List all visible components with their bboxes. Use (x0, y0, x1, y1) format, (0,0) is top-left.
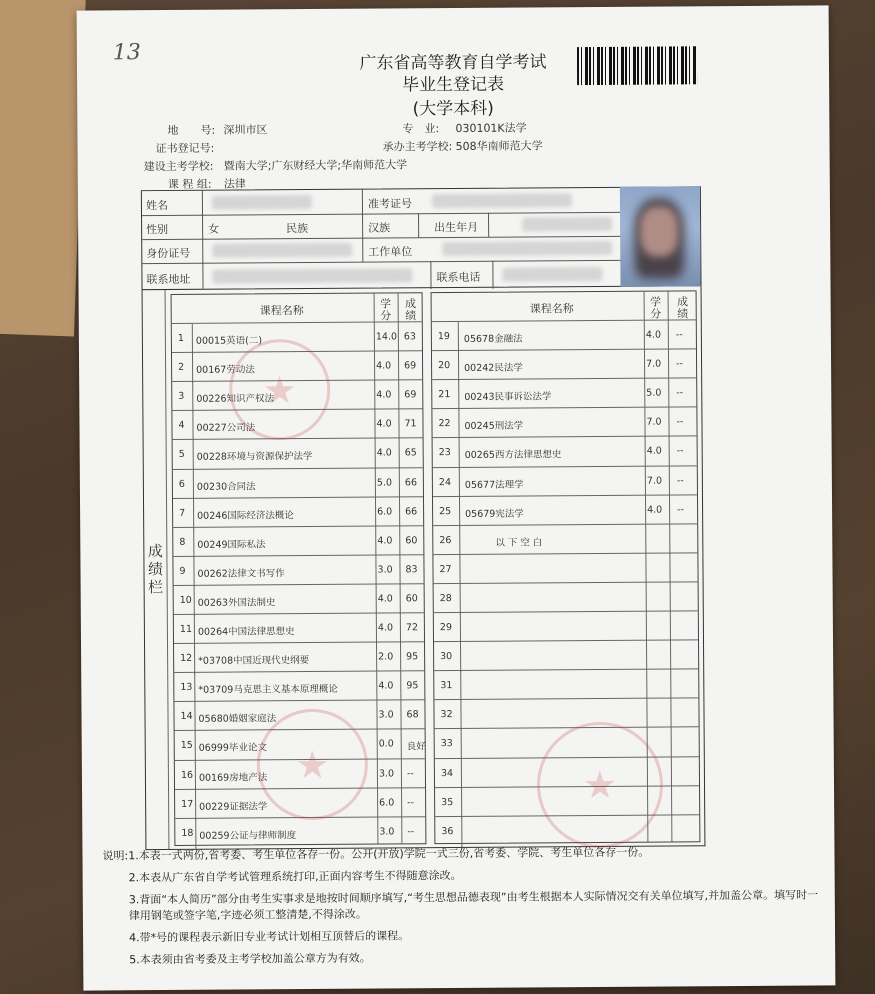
right-course-header: 课程名称 (529, 302, 574, 316)
row-grade: 83 (405, 564, 418, 576)
row-number: 14 (180, 711, 193, 723)
row-number: 10 (179, 594, 192, 606)
row-number: 21 (438, 389, 451, 401)
left-credit-header-a: 学 (380, 297, 392, 311)
table-row (175, 816, 425, 849)
personal-info-grid (141, 186, 702, 290)
row-credit: 4.0 (377, 622, 394, 634)
row-course: 00242民法学 (464, 362, 523, 375)
row-grade: 69 (404, 389, 417, 401)
row-number: 30 (440, 651, 453, 663)
row-course: 00262法律文书写作 (197, 567, 285, 580)
table-row (174, 641, 424, 674)
row-number: 27 (439, 563, 452, 575)
ethnicity-label: 民族 (286, 222, 309, 236)
left-grade-header-a: 成 (405, 297, 417, 311)
form-title: 广东省高等教育自学考试 (359, 52, 547, 74)
row-course: *03709马克思主义基本原理概论 (198, 684, 338, 696)
id-photo (620, 186, 701, 287)
row-credit: 7.0 (646, 416, 662, 428)
cert-label: 证书登记号: (155, 141, 215, 156)
table-row (433, 494, 697, 527)
row-grade: 69 (404, 360, 417, 372)
row-course: 05677法理学 (464, 479, 524, 491)
row-course: 00265西方法律思想史 (464, 449, 562, 462)
row-credit: 4.0 (376, 389, 392, 401)
table-row (432, 378, 696, 411)
row-credit: 6.0 (379, 797, 395, 809)
row-credit: 7.0 (646, 358, 662, 370)
row-credit: 4.0 (645, 329, 662, 341)
row-credit: 3.0 (379, 826, 395, 838)
row-course: 00227公司法 (196, 422, 256, 435)
row-grade: -- (676, 445, 684, 457)
table-row (434, 581, 698, 614)
row-number: 4 (178, 420, 185, 432)
row-grade: -- (676, 474, 684, 486)
birth-label: 出生年月 (434, 220, 479, 235)
row-number: 12 (180, 652, 193, 665)
row-number: 7 (179, 507, 186, 519)
table-row (433, 552, 697, 585)
row-course: 05680婚姻家庭法 (198, 713, 277, 726)
row-grade: 95 (406, 651, 419, 663)
row-grade: -- (676, 416, 684, 428)
row-credit: 4.0 (646, 445, 662, 458)
table-row (173, 525, 423, 558)
row-credit: 7.0 (646, 475, 663, 487)
note-2: 2.本表从广东省自学考试管理系统打印,正面内容考生不得随意涂改。 (128, 868, 462, 885)
row-grade: -- (676, 358, 683, 370)
name-label: 姓名 (145, 199, 168, 213)
table-row (173, 467, 423, 500)
table-row (433, 465, 697, 498)
address-label: 联系地址 (146, 272, 191, 287)
row-course: 00246国际经济法概论 (197, 509, 294, 522)
row-credit: 4.0 (376, 360, 392, 372)
form-level: (大学本科) (412, 98, 494, 120)
right-credit-header-b: 分 (650, 307, 662, 321)
row-course: 00264中国法律思想史 (197, 626, 295, 638)
id-redacted (212, 243, 352, 258)
row-number: 36 (441, 825, 454, 837)
left-credit-header-b: 分 (380, 309, 392, 323)
row-grade: -- (406, 767, 414, 779)
row-number: 15 (180, 740, 193, 752)
row-number: 34 (440, 767, 454, 779)
row-number: 1 (177, 332, 184, 344)
row-grade: 63 (403, 331, 417, 343)
table-row (174, 583, 424, 616)
row-number: 17 (181, 798, 194, 810)
row-number: 20 (438, 360, 451, 372)
row-grade: 95 (406, 680, 419, 692)
row-number: 31 (440, 680, 453, 692)
address-redacted (212, 268, 412, 283)
row-grade: 66 (404, 476, 418, 488)
row-credit: 4.0 (377, 535, 393, 547)
row-number: 23 (438, 447, 451, 459)
row-grade: 60 (405, 593, 418, 605)
row-number: 18 (181, 827, 194, 839)
row-course: 00228环境与资源保护法学 (196, 451, 313, 464)
region-label: 地 号: (167, 123, 216, 138)
row-grade: 72 (405, 622, 419, 634)
row-grade: -- (677, 504, 684, 516)
registration-form (77, 5, 836, 990)
seal-stamp-right: ★ (537, 722, 664, 849)
envelope (0, 0, 86, 336)
row-number: 22 (438, 418, 451, 430)
row-number: 9 (179, 565, 186, 577)
left-course-header: 课程名称 (259, 304, 304, 318)
table-row (433, 523, 697, 556)
table-row (434, 669, 698, 702)
table-row (174, 612, 424, 645)
group-label: 课 程 组: (167, 177, 212, 192)
region-value: 深圳市区 (223, 123, 268, 137)
row-course: 00230合同法 (196, 480, 256, 493)
row-number: 29 (439, 622, 453, 634)
note-1: 说明:1.本表一式两份,省考委、考生单位各存一份。公开(开放)学院一式三份,省考委、学院、考生单位各存一份。 (102, 845, 650, 863)
row-credit: 5.0 (646, 387, 662, 399)
row-number: 2 (178, 361, 185, 374)
right-credit-header-a: 学 (650, 295, 662, 309)
build-label: 建设主考学校: (143, 159, 214, 174)
row-grade: 良好 (406, 741, 426, 753)
row-credit: 4.0 (376, 447, 392, 459)
id-label: 身份证号 (146, 246, 191, 261)
note-3: 3.背面“本人简历”部分由考生实事求是地按时间顺序填写,“考生思想品德表现”由考生根据本人实际情况交有关单位填写,并加盖公章。填写时一律用钢笔或签字笔,字迹必须工整清楚,不得涂改。 (128, 888, 819, 923)
row-course: 00167劳动法 (196, 364, 255, 376)
row-course: 05678金融法 (463, 333, 523, 345)
handwritten-mark: 13 (112, 40, 141, 66)
row-credit: 14.0 (375, 331, 398, 343)
right-grade-header-b: 绩 (677, 307, 689, 321)
row-number: 19 (437, 331, 451, 343)
school-value: 508华南师范大学 (455, 139, 543, 153)
gender-label: 性别 (146, 223, 169, 237)
row-grade: -- (675, 329, 683, 341)
school-label: 承办主考学校: (382, 140, 453, 154)
row-credit: 3.0 (378, 767, 395, 780)
row-course: 00229证据法学 (199, 800, 268, 813)
row-credit: 4.0 (377, 593, 393, 605)
row-number: 6 (178, 478, 185, 490)
row-number: 13 (180, 682, 193, 694)
row-number: 32 (440, 709, 453, 721)
row-credit: 2.0 (378, 651, 394, 663)
row-credit: 4.0 (376, 418, 392, 430)
row-course: 00015英语(二) (195, 335, 263, 347)
row-course: 05679宪法学 (465, 508, 524, 520)
build-value: 暨南大学;广东财经大学;华南师范大学 (223, 158, 408, 173)
work-redacted (442, 241, 612, 256)
row-number: 8 (179, 536, 186, 548)
row-grade: 68 (406, 709, 419, 721)
seal-stamp-top: ★ (229, 339, 331, 441)
row-number: 25 (439, 505, 452, 517)
row-course: 00263外国法制史 (197, 597, 276, 609)
right-grade-header-a: 成 (677, 295, 689, 309)
row-number: 11 (179, 623, 193, 635)
row-grade: -- (676, 387, 684, 399)
ethnicity-value: 汉族 (368, 221, 391, 235)
row-credit: 4.0 (378, 680, 394, 692)
phone-label: 联系电话 (436, 270, 481, 285)
gender-value: 女 (208, 222, 220, 236)
row-credit: 3.0 (378, 709, 394, 721)
notes (102, 843, 823, 974)
left-grade-header-b: 绩 (405, 309, 417, 323)
table-row (432, 348, 696, 381)
row-number: 5 (178, 449, 185, 461)
row-number: 16 (180, 769, 194, 781)
row-course: 06999毕业论文 (198, 742, 268, 755)
work-label: 工作单位 (368, 245, 413, 259)
note-5: 5.本表须由省考委及主考学校加盖公章方为有效。 (129, 951, 371, 967)
row-course: 00249国际私法 (197, 539, 266, 551)
row-credit: 3.0 (377, 564, 393, 576)
row-course: 00245刑法学 (464, 420, 524, 433)
row-number: 33 (440, 738, 453, 750)
row-course: 00169房地产法 (198, 771, 268, 784)
row-credit: 5.0 (376, 476, 393, 489)
name-redacted (212, 195, 312, 210)
phone-redacted (502, 267, 602, 282)
exam-no-redacted (432, 193, 572, 208)
table-row (432, 407, 696, 440)
table-row (173, 554, 423, 587)
exam-no-label: 准考证号 (367, 197, 412, 211)
row-grade: 60 (405, 534, 418, 547)
row-number: 24 (438, 476, 452, 488)
row-grade: -- (407, 796, 415, 808)
row-grade: -- (407, 825, 415, 838)
form-subtitle: 毕业生登记表 (402, 74, 505, 96)
row-grade: 71 (404, 418, 417, 430)
table-row (434, 610, 698, 643)
row-number: 3 (178, 391, 185, 403)
row-number: 28 (439, 592, 452, 605)
birth-redacted (522, 217, 612, 232)
table-row (433, 436, 697, 469)
scores-side-label: 成绩栏 (145, 543, 165, 598)
group-value: 法律 (223, 177, 246, 191)
row-course: 00243民事诉讼法学 (464, 391, 552, 404)
row-credit: 4.0 (647, 504, 663, 516)
row-number: 26 (439, 534, 452, 546)
table-row (174, 670, 424, 703)
table-row (173, 438, 423, 471)
row-grade: 66 (405, 505, 418, 517)
seal-stamp-left: ★ (256, 709, 368, 821)
table-row (173, 496, 423, 529)
row-number: 35 (441, 796, 454, 808)
table-row (434, 639, 698, 672)
major-label: 专 业: (402, 122, 440, 136)
row-credit: 0.0 (378, 738, 394, 750)
row-course: 00259公证与律师制度 (199, 829, 297, 842)
table-row (432, 319, 696, 352)
table-row (434, 698, 698, 731)
note-4: 4.带*号的课程表示新旧专业考试计划相互顶替后的课程。 (129, 929, 410, 945)
row-course: 00226知识产权法 (196, 393, 275, 405)
major-value: 030101K法学 (455, 121, 527, 135)
row-grade: 65 (404, 447, 417, 459)
row-course: *03708中国近现代史纲要 (198, 655, 310, 667)
row-course: 以 下 空 白 (495, 537, 543, 549)
row-credit: 6.0 (377, 506, 393, 518)
